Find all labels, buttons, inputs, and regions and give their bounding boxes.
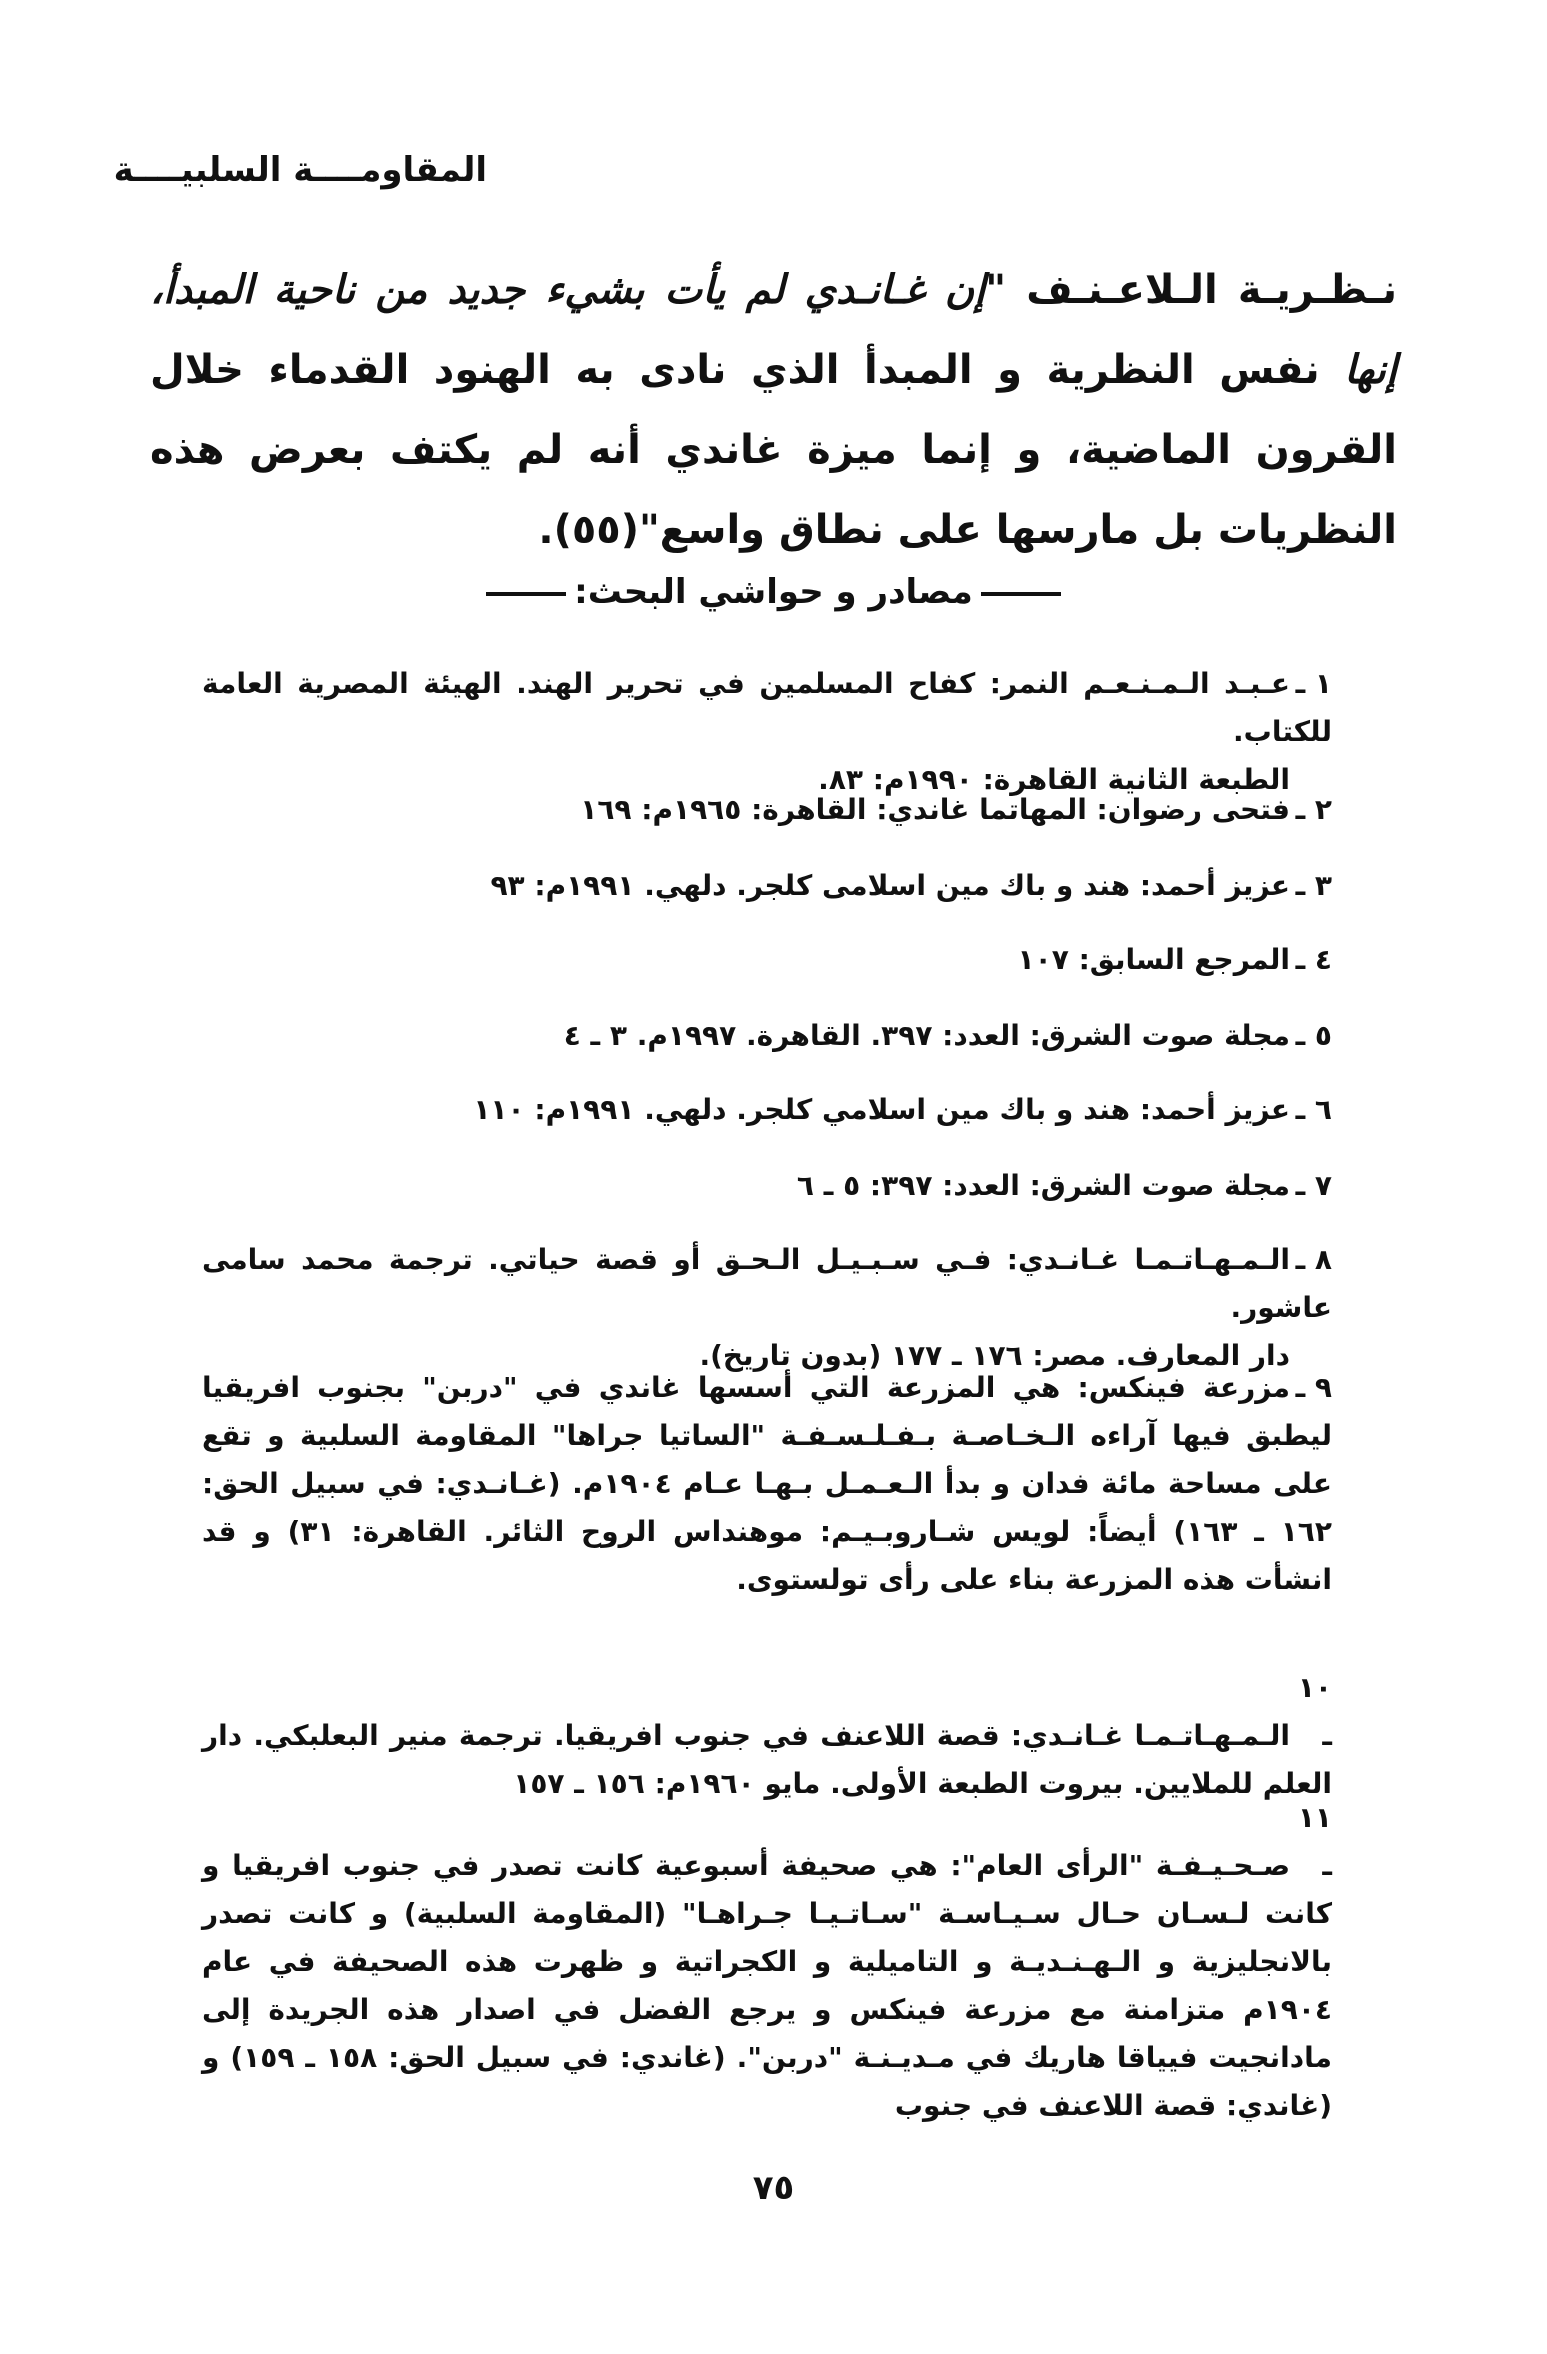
footnote-item bbox=[202, 1236, 1332, 1380]
footnote-text: عزيز أحمد: هند و باك مين اسلامى كلجر. دلهي. ١٩٩١م: ٩٣ bbox=[490, 869, 1290, 902]
footnote-item bbox=[202, 936, 1332, 984]
footnote-text: فتحى رضوان: المهاتما غاندي: القاهرة: ١٩٦٥م: ١٦٩ bbox=[580, 793, 1290, 826]
footnote-item bbox=[202, 660, 1332, 804]
footnote-item bbox=[202, 1794, 1332, 2130]
page-number: ٧٥ bbox=[752, 2168, 795, 2208]
sources-heading bbox=[0, 572, 1547, 612]
footnote-number: ٩ ـ bbox=[1295, 1371, 1332, 1404]
footnote-number: ٣ ـ bbox=[1295, 869, 1332, 902]
footnote-number: ٤ ـ bbox=[1295, 943, 1332, 976]
footnote-item bbox=[202, 1012, 1332, 1060]
footnote-text: الـمـهـاتـمـا غـانـدي: فـي سـبـيـل الـحـق أو قصة حياتي. ترجمة محمد سامى عاشور. bbox=[202, 1243, 1332, 1324]
footnote-text: عزيز أحمد: هند و باك مين اسلامي كلجر. دلهي. ١٩٩١م: ١١٠ bbox=[473, 1093, 1290, 1126]
footnote-text: صـحـيـفـة "الرأى العام": هي صحيفة أسبوعية كانت تصدر في جنوب افريقيا و كانت لـسـان حـال سـيـاسـة "سـاتـيـا جـراهـا" (المقاومة السلبية) و كانت تصدر بالانجليزية و الـهـنـديـة و التاميلية و الكجراتية و ظهرت هذه الصحيفة في عام ١٩٠٤م متزامنة مع مزرعة فينكس و يرجع الفضل في اصدار هذه الجريدة إلى مادانجيت فيياقا هاريك في مـديـنـة "دربن". (غاندي: في سبيل الحق: ١٥٨ ـ ١٥٩) و (غاندي: قصة اللاعنف في جنوب bbox=[202, 1849, 1332, 2122]
footnote-number: ١١ ـ bbox=[1297, 1801, 1332, 1882]
footnote-number: ٧ ـ bbox=[1295, 1169, 1332, 1202]
footnote-number: ٢ ـ bbox=[1295, 793, 1332, 826]
footnote-continuation: الطبعة الثانية القاهرة: ١٩٩٠م: ٨٣. bbox=[818, 763, 1290, 796]
footnote-text: مجلة صوت الشرق: العدد: ٣٩٧. القاهرة. ١٩٩٧م. ٣ ـ ٤ bbox=[563, 1019, 1290, 1052]
sources-heading-text: مصادر و حواشي البحث: bbox=[574, 572, 973, 612]
footnote-continuation: دار المعارف. مصر: ١٧٦ ـ ١٧٧ (بدون تاريخ). bbox=[699, 1339, 1290, 1372]
footnote-item bbox=[202, 786, 1332, 834]
footnote-text: عـبـد الـمـنـعـم النمر: كفاح المسلمين في تحرير الهند. الهيئة المصرية العامة للكتاب. bbox=[202, 667, 1332, 748]
footnote-item bbox=[202, 862, 1332, 910]
footnote-item bbox=[202, 1364, 1332, 1604]
footnote-item bbox=[202, 1664, 1332, 1808]
running-header: المقاومــــة السلبيــــة bbox=[113, 150, 487, 190]
intro-paragraph bbox=[150, 250, 1397, 570]
footnote-text: المرجع السابق: ١٠٧ bbox=[1017, 943, 1290, 976]
footnote-text: مجلة صوت الشرق: العدد: ٣٩٧: ٥ ـ ٦ bbox=[796, 1169, 1290, 1202]
intro-text-end: نفس النظرية و المبدأ الذي نادى به الهنود القدماء خلال القرون الماضية، و إنما ميزة غاندي أنه لم يكتف بعرض هذه النظريات بل مارسها على نطاق واسع"(٥٥). bbox=[150, 347, 1397, 553]
footnote-item bbox=[202, 1162, 1332, 1210]
footnote-number: ٨ ـ bbox=[1295, 1243, 1332, 1276]
footnote-number: ١٠ ـ bbox=[1297, 1671, 1332, 1752]
footnote-number: ١ ـ bbox=[1295, 667, 1332, 700]
intro-quote: إن غـانـدي لم يأت بشيء جديد من ناحية المبدأ، إنها bbox=[150, 267, 1397, 393]
footnote-item bbox=[202, 1086, 1332, 1134]
heading-rule-left bbox=[486, 592, 566, 596]
footnote-number: ٦ ـ bbox=[1295, 1093, 1332, 1126]
footnote-number: ٥ ـ bbox=[1295, 1019, 1332, 1052]
footnote-text: مزرعة فينكس: هي المزرعة التي أسسها غاندي في "دربن" بجنوب افريقيا ليطبق فيها آراءه الـخـاصـة بـفـلـسـفـة "الساتيا جراها" المقاومة السلبية و تقع على مساحة مائة فدان و بدأ الـعـمـل بـهـا عـام ١٩٠٤م. (غـانـدي: في سبيل الحق: ١٦٢ ـ ١٦٣) أيضاً: لويس شـاروبـيـم: موهنداس الروح الثائر. القاهرة: ٣١) و قد انشأت هذه المزرعة بناء على رأى تولستوى. bbox=[202, 1371, 1332, 1596]
intro-text-start: نـظـريـة الـلاعـنـف " bbox=[985, 267, 1397, 313]
footnote-text: الـمـهـاتـمـا غـانـدي: قصة اللاعنف في جنوب افريقيا. ترجمة منير البعلبكي. دار العلم للملايين. بيروت الطبعة الأولى. مايو ١٩٦٠م: ١٥٦ ـ ١٥٧ bbox=[202, 1719, 1332, 1800]
heading-rule-right bbox=[981, 592, 1061, 596]
